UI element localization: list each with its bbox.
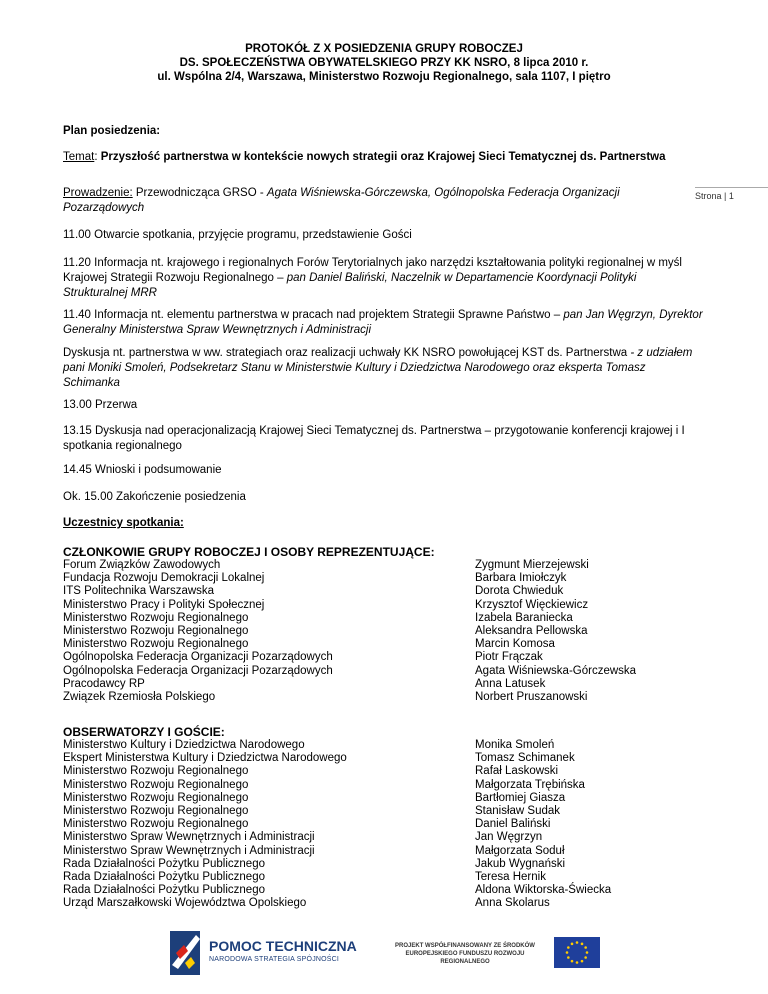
agenda-discussion-text: Dyskusja nt. partnerstwa w ww. strategiach oraz realizacji uchwały KK NSRO powołującej KST ds. Partnerstwa [63, 347, 631, 359]
eu-star-icon [571, 943, 574, 946]
observer-org: Rada Działalności Pożytku Publicznego [63, 884, 265, 897]
page-side-rule [695, 187, 768, 188]
member-person: Izabela Baraniecka [475, 611, 573, 624]
member-org: Ogólnopolska Federacja Organizacji Pozarządowych [63, 651, 333, 664]
member-org: Forum Związków Zawodowych [63, 559, 221, 571]
member-person: Piotr Frączak [475, 651, 543, 664]
agenda-item-1120-speaker: pan Daniel Baliński, Naczelnik w Departamencie Koordynacji Polityki Strukturalnej MRR [63, 272, 637, 299]
observer-person: Małgorzata Trębińska [475, 778, 585, 791]
document-title-line-2: DS. SPOŁECZEŃSTWA OBYWATELSKIEGO PRZY KK NSRO, 8 lipca 2010 r. [179, 57, 589, 69]
observer-org: Ekspert Ministerstwa Kultury i Dziedzictwa Narodowego [63, 752, 347, 765]
member-org: Ministerstwo Rozwoju Regionalnego [63, 624, 249, 637]
observer-org: Ministerstwo Spraw Wewnętrznych i Administracji [63, 844, 315, 857]
agenda-item-1140-speaker: pan Jan Węgrzyn, Dyrektor Generalny Ministerstwa Spraw Wewnętrznych i Administracji [63, 309, 703, 336]
eu-funding-line-1: PROJEKT WSPÓŁFINANSOWANY ZE ŚRODKÓW [395, 943, 535, 949]
eu-star-icon [586, 951, 589, 954]
topic-text: Przyszłość partnerstwa w kontekście nowych strategii oraz Krajowej Sieci Tematycznej ds. Partnerstwa [100, 151, 666, 163]
observer-org: Rada Działalności Pożytku Publicznego [63, 857, 265, 870]
observer-org: Ministerstwo Rozwoju Regionalnego [63, 778, 249, 791]
eu-star-icon [566, 951, 569, 954]
observer-org: Ministerstwo Rozwoju Regionalnego [63, 791, 249, 804]
topic-label: Temat [63, 151, 95, 163]
eu-star-icon [584, 946, 587, 949]
footer-logos [0, 925, 768, 980]
eu-funding-line-2: EUROPEJSKIEGO FUNDUSZU ROZWOJU REGIONALNEGO [405, 951, 525, 965]
member-org: Fundacja Rozwoju Demokracji Lokalnej [63, 572, 265, 585]
topic-colon: : [94, 151, 101, 163]
agenda-discussion [63, 346, 703, 391]
members-section-title: CZŁONKOWIE GRUPY ROBOCZEJ I OSOBY REPREZENTUJĄCE: [63, 545, 435, 559]
eu-star-icon [576, 941, 579, 944]
eu-star-icon [567, 956, 570, 959]
eu-star-icon [581, 943, 584, 946]
eu-star-icon [581, 960, 584, 963]
agenda-item-1445: 14.45 Wnioski i podsumowanie [63, 464, 222, 476]
eu-funding-text [385, 942, 545, 966]
eu-star-icon [567, 946, 570, 949]
member-person: Barbara Imiołczyk [475, 572, 567, 585]
eu-flag-icon [554, 937, 600, 968]
plan-title: Plan posiedzenia: [63, 125, 161, 137]
observer-person: Rafał Laskowski [475, 765, 559, 778]
observers-section-title: OBSERWATORZY I GOŚCIE: [63, 725, 225, 739]
nss-logo-icon [170, 931, 200, 975]
member-person: Dorota Chwieduk [475, 585, 564, 598]
agenda-item-1100: 11.00 Otwarcie spotkania, przyjęcie programu, przedstawienie Gości [63, 229, 412, 241]
agenda-item-1500: Ok. 15.00 Zakończenie posiedzenia [63, 491, 246, 503]
member-org: Ministerstwo Rozwoju Regionalnego [63, 611, 249, 624]
observer-person: Anna Skolarus [475, 897, 550, 910]
members-org-column [63, 559, 333, 704]
observer-org: Urząd Marszałkowski Województwa Opolskiego [63, 897, 307, 910]
moderator-name: Agata Wiśniewska-Górczewska, Ogólnopolska Federacja Organizacji Pozarządowych [63, 187, 620, 214]
observer-person: Teresa Hernik [475, 870, 546, 883]
observer-person: Stanisław Sudak [475, 804, 561, 817]
observer-person: Aldona Wiktorska-Świecka [475, 884, 612, 897]
logo-title: POMOC TECHNICZNA [209, 938, 357, 954]
agenda-discussion-guests: - z udziałem pani Moniki Smoleń, Podsekretarz Stanu w Ministerstwie Kultury i Dziedzictwa Narodowego oraz eksperta Tomasz Schimanka [63, 347, 693, 389]
logo-subtitle: NARODOWA STRATEGIA SPÓJNOŚCI [209, 956, 340, 963]
observer-org: Ministerstwo Rozwoju Regionalnego [63, 804, 249, 817]
member-org: Ogólnopolska Federacja Organizacji Pozarządowych [63, 664, 333, 677]
eu-star-icon [576, 961, 579, 964]
page-number: Strona | 1 [695, 191, 734, 201]
moderator-paragraph [63, 186, 703, 216]
agenda-item-1140-text: 11.40 Informacja nt. elementu partnerstwa w pracach nad projektem Strategii Sprawne Państwo – [63, 309, 564, 321]
member-org: Ministerstwo Pracy i Polityki Społecznej [63, 598, 265, 611]
member-org: Pracodawcy RP [63, 677, 145, 690]
moderator-label: Prowadzenie: [63, 187, 133, 199]
observer-org: Ministerstwo Spraw Wewnętrznych i Administracji [63, 831, 315, 844]
observer-person: Bartłomiej Giasza [475, 791, 566, 804]
document-title-line-3: ul. Wspólna 2/4, Warszawa, Ministerstwo Rozwoju Regionalnego, sala 1107, I piętro [157, 71, 611, 83]
observer-person: Tomasz Schimanek [475, 752, 575, 765]
member-org: Ministerstwo Rozwoju Regionalnego [63, 638, 249, 651]
member-person: Zygmunt Mierzejewski [475, 559, 589, 571]
member-person: Krzysztof Więckiewicz [475, 598, 589, 611]
observer-person: Daniel Baliński [475, 818, 551, 831]
document-title-line-1: PROTOKÓŁ Z X POSIEDZENIA GRUPY ROBOCZEJ [245, 43, 523, 55]
observer-org: Ministerstwo Rozwoju Regionalnego [63, 818, 249, 831]
participants-title: Uczestnicy spotkania: [63, 517, 184, 529]
member-person: Marcin Komosa [475, 638, 555, 651]
member-org: ITS Politechnika Warszawska [63, 585, 215, 598]
agenda-item-1315: 13.15 Dyskusja nad operacjonalizacją Krajowej Sieci Tematycznej ds. Partnerstwa – przygotowanie konferencji krajowej i I spotkania regionalnego [63, 425, 685, 452]
members-person-column [475, 559, 636, 704]
observer-org: Rada Działalności Pożytku Publicznego [63, 870, 265, 883]
topic-paragraph [63, 150, 703, 165]
observer-person: Monika Smoleń [475, 739, 555, 751]
observers-org-column [63, 739, 347, 910]
observer-person: Małgorzata Soduł [475, 844, 565, 857]
member-org: Związek Rzemiosła Polskiego [63, 690, 216, 703]
agenda-item-1120-text: 11.20 Informacja nt. krajowego i regionalnych Forów Terytorialnych jako narzędzi kształtowania polityki regionalnej w myśl Krajowej Strategii Rozwoju Regionalnego – [63, 257, 682, 284]
agenda-item-1140 [63, 308, 703, 338]
member-person: Anna Latusek [475, 677, 546, 690]
member-person: Norbert Pruszanowski [475, 690, 588, 703]
member-person: Aleksandra Pellowska [475, 624, 588, 637]
eu-star-icon [571, 960, 574, 963]
eu-star-icon [584, 956, 587, 959]
observer-person: Jan Węgrzyn [475, 831, 543, 844]
observer-org: Ministerstwo Kultury i Dziedzictwa Narodowego [63, 739, 305, 751]
member-person: Agata Wiśniewska-Górczewska [475, 664, 637, 677]
moderator-role: Przewodnicząca GRSO - [132, 187, 267, 199]
agenda-item-1300: 13.00 Przerwa [63, 399, 138, 411]
footer-logo-graphic [0, 925, 768, 980]
observer-person: Jakub Wygnański [475, 857, 566, 870]
agenda-item-1120 [63, 256, 703, 301]
observer-org: Ministerstwo Rozwoju Regionalnego [63, 765, 249, 778]
observers-person-column [475, 739, 611, 910]
